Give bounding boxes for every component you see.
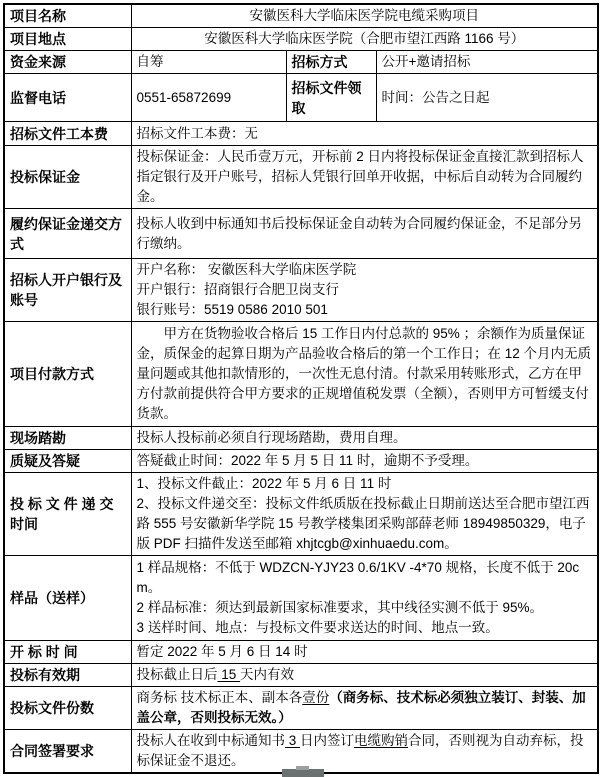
row-bank-account <box>4 259 598 322</box>
row-value: 时间：公告之日起 <box>376 74 598 122</box>
bank-account-number: 银行账号：5519 0586 2010 501 <box>136 302 328 317</box>
row-bid-copies <box>4 687 598 730</box>
row-label: 项目付款方式 <box>4 322 131 427</box>
row-value: 0551-65872699 <box>131 74 286 122</box>
contract-text: 日内签订 <box>300 733 355 748</box>
row-label: 项目名称 <box>4 4 131 28</box>
row-label: 投 标 文 件 递 交时间 <box>4 473 131 556</box>
row-performance-bond <box>4 209 598 259</box>
row-value: 答疑截止时间：2022 年 5 月 5 日 11 时，逾期不予受理。 <box>131 450 598 473</box>
bid-deadline-line: 1、投标文件截止：2022 年 5 月 6 日 11 时 <box>136 476 392 491</box>
row-label: 招标文件工本费 <box>4 122 131 146</box>
row-bid-submission <box>4 473 598 556</box>
row-value: 自筹 <box>131 51 286 74</box>
contract-type: 电缆购销 <box>354 733 409 748</box>
contract-days: 3 <box>285 733 301 748</box>
row-value: 安徽医科大学临床医学院（合肥市望江西路 1166 号） <box>131 28 598 51</box>
copies-text: 商务标 技术标正本、副本各 <box>136 690 303 705</box>
sample-spec-line: 1 样品规格：不低于 WDZCN-YJY23 0.6/1KV -4*70 规格，长度不低于 20cm。 <box>136 560 580 595</box>
validity-text: 天内有效 <box>240 667 295 682</box>
row-label: 资金来源 <box>4 51 131 74</box>
row-site-visit <box>4 427 598 450</box>
row-label: 合同签署要求 <box>4 730 131 774</box>
row-label: 质疑及答疑 <box>4 450 131 473</box>
row-value: 安徽医科大学临床医学院电缆采购项目 <box>131 4 598 28</box>
row-label: 监督电话 <box>4 74 131 122</box>
row-value: 投标人投标前必须自行现场踏勘，费用自理。 <box>131 427 598 450</box>
row-value: 暂定 2022 年 5 月 6 日 14 时 <box>131 641 598 664</box>
row-project-name <box>4 4 598 28</box>
row-project-location <box>4 28 598 51</box>
row-label: 样品（送样） <box>4 556 131 641</box>
row-label: 项目地点 <box>4 28 131 51</box>
row-value: 公开+邀请招标 <box>376 51 598 74</box>
sample-standard-line: 2 样品标准：须达到最新国家标准要求，其中线径实测不低于 95%。 <box>136 600 544 615</box>
row-label: 招标人开户银行及账号 <box>4 259 131 322</box>
partial-scroll-button[interactable] <box>282 769 324 777</box>
row-label: 投标保证金 <box>4 146 131 209</box>
sample-delivery-line: 3 送样时间、地点：与投标文件要求送达的时间、地点一致。 <box>136 620 499 635</box>
copies-requirement-bold: （商务标、技术标必须独立装订、封装、加盖公章，否则投标无效。） <box>136 690 586 725</box>
validity-text: 投标截止日后 <box>136 667 218 682</box>
row-label: 开 标 时 间 <box>4 641 131 664</box>
bank-account-name: 开户名称： 安徽医科大学临床医学院 <box>136 262 357 277</box>
row-value: 投标人收到中标通知书后投标保证金自动转为合同履约保证金，不足部分另行缴纳。 <box>131 209 598 259</box>
validity-days: 15 <box>217 667 241 682</box>
row-value <box>131 259 598 322</box>
contract-text: 投标人在收到中标通知书 <box>136 733 285 748</box>
contract-text: 合同，否则视为自动弃标，投标保证金不退还。 <box>136 733 584 768</box>
row-bid-validity <box>4 664 598 687</box>
bid-delivery-line: 2、投标文件递交至：投标文件纸质版在投标截止日期前送达至合肥市望江西路 555 号安徽新华学院 15 号教学楼集团采购部薛老师 18949850329，电子版 PDF 扫描件发送至邮箱 xhjtcgb@xinhuaedu.com。 <box>136 496 590 551</box>
row-value <box>131 664 598 687</box>
row-value <box>131 473 598 556</box>
payment-terms-text: 甲方在货物验收合格后 15 工作日内付总款的 95% ；余额作为质量保证金，质保金的起算日期为产品验收合格后的第一个工作日；在 12 个月内无质量问题或其他扣款情形的，一次性无息付清。付款采用转账形式，乙方在甲方付款前提供符合甲方要求的正规增值税发票（全额），否则甲方可暂缓支付货款。 <box>136 326 592 421</box>
row-payment-terms <box>4 322 598 427</box>
row-value <box>131 730 598 774</box>
row-value <box>131 556 598 641</box>
row-supervision-phone <box>4 74 598 122</box>
row-opening-time <box>4 641 598 664</box>
row-value: 招标文件工本费：无 <box>131 122 598 146</box>
row-question-answer <box>4 450 598 473</box>
row-label: 履约保证金递交方式 <box>4 209 131 259</box>
row-label: 投标有效期 <box>4 664 131 687</box>
row-label: 招标文件领取 <box>286 74 376 122</box>
row-value: 投标保证金：人民币壹万元，开标前 2 日内将投标保证金直接汇款到招标人指定银行及开户账号，招标人凭银行回单开收据，中标后自动转为合同履约金。 <box>131 146 598 209</box>
row-sample <box>4 556 598 641</box>
row-document-fee <box>4 122 598 146</box>
row-label: 招标方式 <box>286 51 376 74</box>
row-bid-deposit <box>4 146 598 209</box>
row-funding-source <box>4 51 598 74</box>
row-label: 现场踏勘 <box>4 427 131 450</box>
row-value <box>131 687 598 730</box>
bank-name: 开户银行：招商银行合肥卫岗支行 <box>136 282 339 297</box>
arrow-up-icon <box>296 766 309 770</box>
copies-count: 壹份 <box>302 690 330 705</box>
bid-info-table <box>3 3 599 774</box>
row-label: 投标文件份数 <box>4 687 131 730</box>
row-value <box>131 322 598 427</box>
